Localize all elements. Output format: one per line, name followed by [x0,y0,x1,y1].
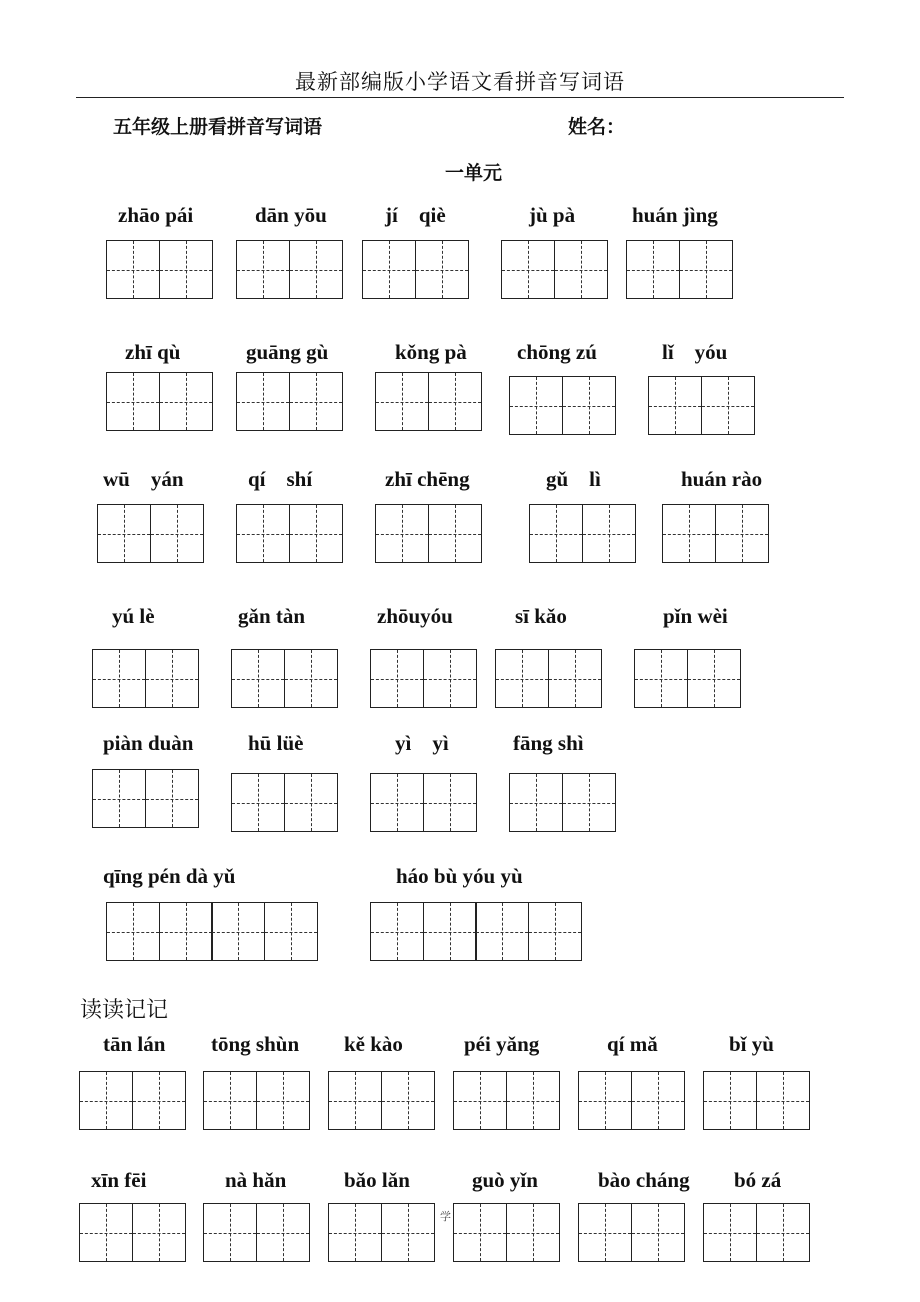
tianzige-cell[interactable] [97,504,151,563]
writing-grid [236,372,341,431]
page-header-title: 最新部编版小学语文看拼音写词语 [295,70,625,94]
writing-grid [92,769,197,828]
tianzige-cell[interactable] [634,649,688,708]
pinyin-label: huán rào [681,467,763,491]
writing-grid [79,1071,184,1130]
tianzige-cell[interactable] [475,902,529,961]
writing-grid [106,902,316,961]
tianzige-cell[interactable] [631,1203,685,1262]
tianzige-cell[interactable] [159,372,213,431]
tianzige-cell[interactable] [256,1071,310,1130]
writing-grid [370,773,475,832]
tianzige-cell[interactable] [370,773,424,832]
tianzige-cell[interactable] [132,1203,186,1262]
pinyin-label: bǐ yù [729,1032,774,1056]
tianzige-cell[interactable] [79,1203,133,1262]
tianzige-cell[interactable] [92,649,146,708]
tianzige-cell[interactable] [506,1203,560,1262]
writing-grid [92,649,197,708]
pinyin-label: gǎn tàn [238,604,306,628]
read-section-title: 读读记记 [80,998,169,1023]
writing-grid [453,1071,558,1130]
pinyin-label: tān lán [103,1032,166,1056]
pinyin-label: jí qiè [385,203,446,227]
tianzige-cell[interactable] [548,649,602,708]
writing-grid [495,649,600,708]
pinyin-label: hū lüè [248,731,304,755]
pinyin-label: bó zá [734,1168,782,1192]
tianzige-cell[interactable] [701,376,755,435]
tianzige-cell[interactable] [582,504,636,563]
writing-grid [578,1203,683,1262]
tianzige-cell[interactable] [509,376,563,435]
tianzige-cell[interactable] [328,1203,382,1262]
writing-grid [370,649,475,708]
writing-grid [662,504,767,563]
pinyin-label: yú lè [112,604,155,628]
pinyin-label: sī kǎo [515,604,567,628]
pinyin-label: kǒng pà [395,340,467,364]
tianzige-cell[interactable] [150,504,204,563]
pinyin-label: lǐ yóu [662,340,728,364]
writing-grid [203,1071,308,1130]
tianzige-cell[interactable] [529,504,583,563]
tianzige-cell[interactable] [415,240,469,299]
writing-grid [648,376,753,435]
pinyin-label: guāng gù [246,340,329,364]
writing-grid [328,1071,433,1130]
tianzige-cell[interactable] [92,769,146,828]
writing-grid [236,240,341,299]
tianzige-cell[interactable] [289,372,343,431]
pinyin-label: nà hǎn [225,1168,287,1192]
pinyin-label: háo bù yóu yù [396,864,523,888]
tianzige-cell[interactable] [236,240,290,299]
tianzige-cell[interactable] [662,504,716,563]
writing-grid [578,1071,683,1130]
pinyin-label: kě kào [344,1032,403,1056]
writing-grid [703,1203,808,1262]
tianzige-cell[interactable] [703,1071,757,1130]
tianzige-cell[interactable] [375,504,429,563]
writing-grid [370,902,580,961]
tianzige-cell[interactable] [256,1203,310,1262]
tianzige-cell[interactable] [106,372,160,431]
writing-grid [375,504,480,563]
header-rule [76,97,844,98]
tianzige-cell[interactable] [375,372,429,431]
tianzige-cell[interactable] [428,504,482,563]
writing-grid [236,504,341,563]
writing-grid [203,1203,308,1262]
writing-grid [626,240,731,299]
tianzige-cell[interactable] [381,1203,435,1262]
tianzige-cell[interactable] [106,240,160,299]
pinyin-label: gǔ lì [546,467,601,491]
pinyin-label: tōng shùn [211,1032,300,1056]
tianzige-cell[interactable] [289,240,343,299]
worksheet-subtitle: 五年级上册看拼音写词语 [113,116,323,138]
tianzige-cell[interactable] [501,240,555,299]
pinyin-label: yì yì [395,731,449,755]
tianzige-cell[interactable] [79,1071,133,1130]
writing-grid [328,1203,433,1262]
writing-grid [79,1203,184,1262]
tianzige-cell[interactable] [554,240,608,299]
pinyin-label: guò yǐn [472,1168,538,1192]
tianzige-cell[interactable] [453,1071,507,1130]
writing-grid [375,372,480,431]
tianzige-cell[interactable] [423,649,477,708]
writing-grid [97,504,202,563]
pinyin-label: xīn fēi [91,1168,147,1192]
tianzige-cell[interactable] [328,1071,382,1130]
tianzige-cell[interactable] [203,1071,257,1130]
tianzige-cell[interactable] [423,902,477,961]
tianzige-cell[interactable] [289,504,343,563]
pinyin-label: qí mǎ [607,1032,658,1056]
tianzige-cell[interactable] [236,504,290,563]
writing-grid [634,649,739,708]
watermark-text: 学 [440,1210,451,1223]
tianzige-cell[interactable] [132,1071,186,1130]
tianzige-cell[interactable] [506,1071,560,1130]
tianzige-cell[interactable] [428,372,482,431]
tianzige-cell[interactable] [687,649,741,708]
tianzige-cell[interactable] [423,773,477,832]
tianzige-cell[interactable] [756,1203,810,1262]
tianzige-cell[interactable] [631,1071,685,1130]
writing-grid [231,773,336,832]
tianzige-cell[interactable] [528,902,582,961]
writing-grid [501,240,606,299]
pinyin-label: zhōuyóu [377,604,453,628]
pinyin-label: zhī chēng [385,467,470,491]
pinyin-label: wū yán [103,467,184,491]
tianzige-cell[interactable] [562,376,616,435]
tianzige-cell[interactable] [362,240,416,299]
tianzige-cell[interactable] [284,649,338,708]
tianzige-cell[interactable] [370,902,424,961]
tianzige-cell[interactable] [211,902,265,961]
tianzige-cell[interactable] [236,372,290,431]
tianzige-cell[interactable] [284,773,338,832]
writing-grid [509,773,614,832]
writing-grid [106,372,211,431]
tianzige-cell[interactable] [145,769,199,828]
tianzige-cell[interactable] [495,649,549,708]
pinyin-label: chōng zú [517,340,597,364]
tianzige-cell[interactable] [370,649,424,708]
pinyin-label: qīng pén dà yǔ [103,864,236,888]
tianzige-cell[interactable] [509,773,563,832]
writing-grid [362,240,467,299]
pinyin-label: zhāo pái [118,203,194,227]
writing-grid [106,240,211,299]
tianzige-cell[interactable] [756,1071,810,1130]
tianzige-cell[interactable] [106,902,160,961]
pinyin-label: bǎo lǎn [344,1168,410,1192]
tianzige-cell[interactable] [715,504,769,563]
tianzige-cell[interactable] [626,240,680,299]
pinyin-label: jù pà [529,203,576,227]
pinyin-label: bào cháng [598,1168,690,1192]
tianzige-cell[interactable] [159,240,213,299]
pinyin-label: fāng shì [513,731,584,755]
tianzige-cell[interactable] [264,902,318,961]
pinyin-label: huán jìng [632,203,718,227]
pinyin-label: qí shí [248,467,313,491]
tianzige-cell[interactable] [159,902,213,961]
writing-grid [453,1203,558,1262]
tianzige-cell[interactable] [203,1203,257,1262]
writing-grid [509,376,614,435]
pinyin-label: zhī qù [125,340,181,364]
tianzige-cell[interactable] [648,376,702,435]
tianzige-cell[interactable] [231,773,285,832]
pinyin-label: pǐn wèi [663,604,728,628]
unit-title: 一单元 [445,162,503,184]
tianzige-cell[interactable] [145,649,199,708]
tianzige-cell[interactable] [703,1203,757,1262]
tianzige-cell[interactable] [562,773,616,832]
tianzige-cell[interactable] [381,1071,435,1130]
pinyin-label: péi yǎng [464,1032,540,1056]
pinyin-label: piàn duàn [103,731,194,755]
pinyin-label: dān yōu [255,203,327,227]
writing-grid [703,1071,808,1130]
tianzige-cell[interactable] [578,1203,632,1262]
tianzige-cell[interactable] [578,1071,632,1130]
name-label: 姓名： [568,116,626,138]
tianzige-cell[interactable] [453,1203,507,1262]
writing-grid [231,649,336,708]
writing-grid [529,504,634,563]
tianzige-cell[interactable] [231,649,285,708]
tianzige-cell[interactable] [679,240,733,299]
